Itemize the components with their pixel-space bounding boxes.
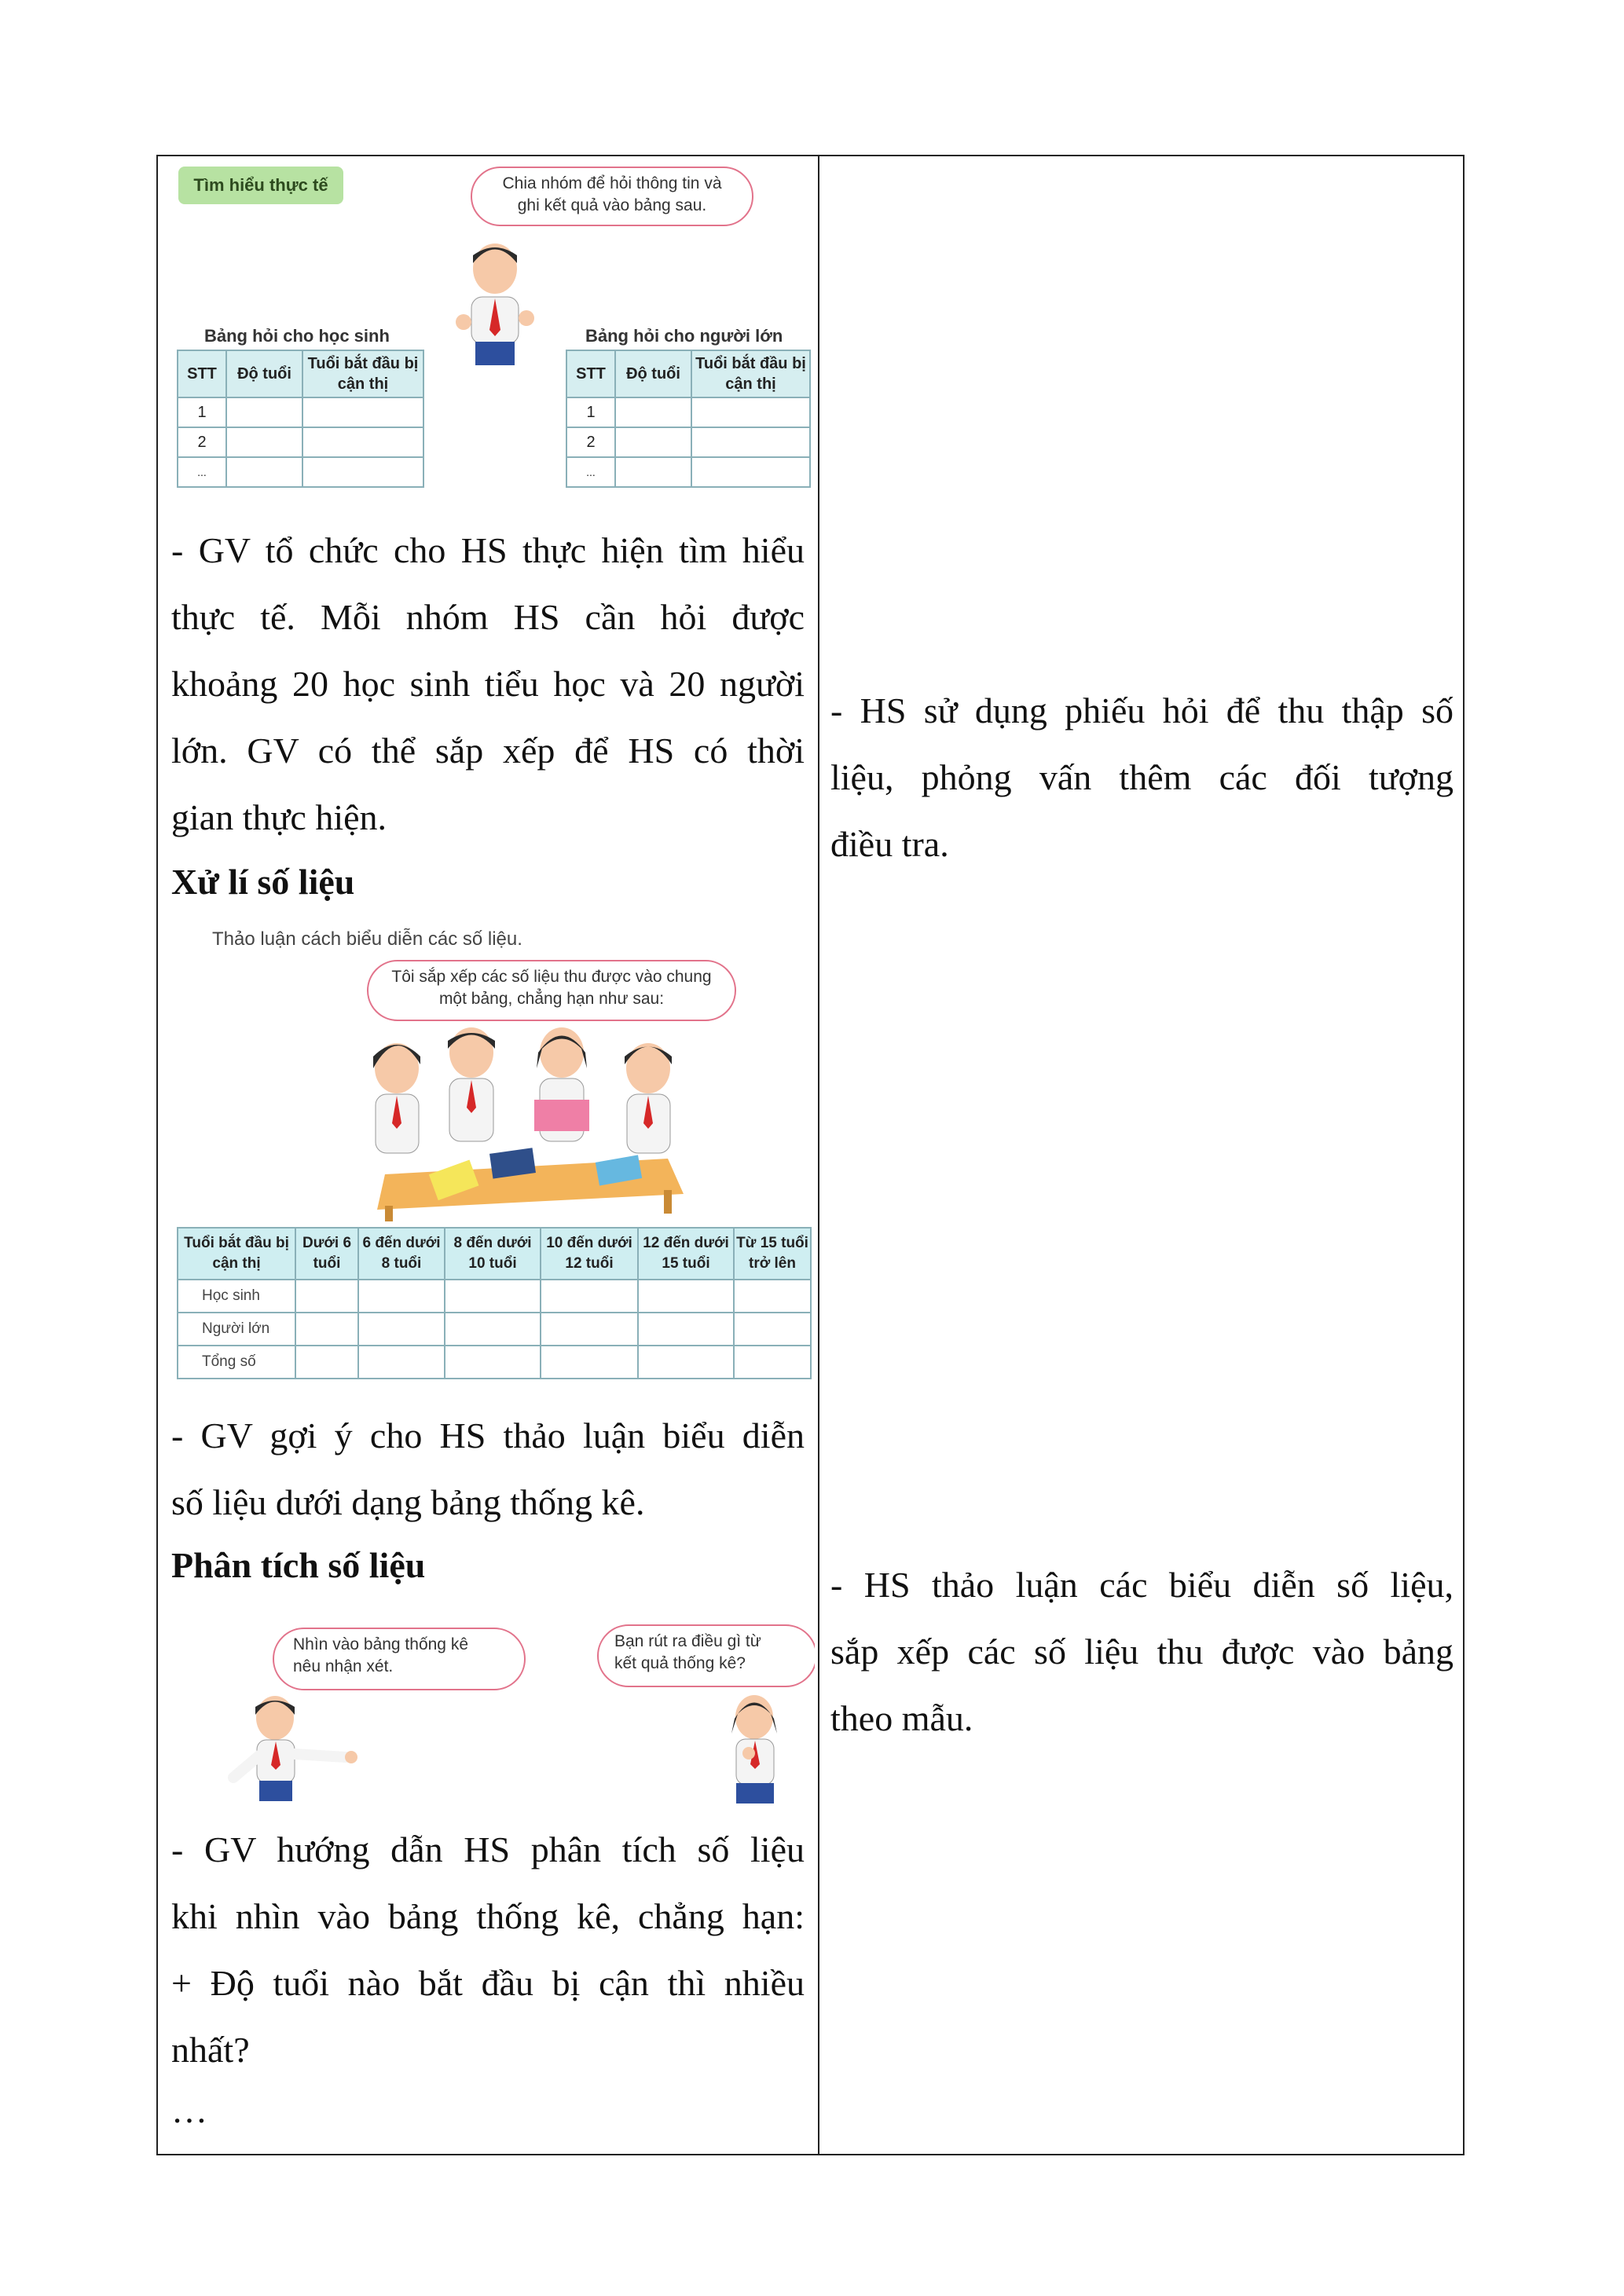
header-cell: Độ tuổi bbox=[615, 350, 691, 397]
text-line: nhất? bbox=[171, 2030, 250, 2070]
teacher-activity-paragraph-1 bbox=[171, 517, 805, 851]
header-cell: Độ tuổi bbox=[226, 350, 302, 397]
text-line: khoảng 20 học sinh tiểu học và 20 người bbox=[171, 664, 805, 704]
header-cell: Dưới 6 tuổi bbox=[295, 1228, 358, 1280]
text-line: thực tế. Mỗi nhóm HS cần hỏi được bbox=[171, 597, 805, 637]
speech-bubble bbox=[367, 960, 736, 1021]
boy-pointing-icon bbox=[216, 1693, 365, 1803]
text-line: - HS thảo luận các biểu diễn số liệu, bbox=[830, 1565, 1454, 1605]
section-tag: Tìm hiểu thực tế bbox=[178, 167, 343, 204]
text-line: lớn. GV có thể sắp xếp để HS có thời bbox=[171, 731, 805, 771]
header-cell: Tuổi bắt đầu bị cận thị bbox=[691, 350, 810, 397]
bubble-line: nêu nhận xét. bbox=[293, 1657, 394, 1675]
text-line: - HS sử dụng phiếu hỏi để thu thập số bbox=[830, 690, 1454, 731]
illustration-survey bbox=[169, 157, 815, 509]
bubble-line: Bạn rút ra điều gì từ bbox=[614, 1632, 761, 1650]
bubble-line: một bảng, chẳng hạn như sau: bbox=[438, 990, 665, 1008]
ellipsis: … bbox=[171, 2090, 207, 2130]
header-cell: 8 đến dưới 10 tuổi bbox=[445, 1228, 541, 1280]
text-line: - GV tổ chức cho HS thực hiện tìm hiểu bbox=[171, 530, 805, 570]
bubble-line: ghi kết quả vào bảng sau. bbox=[517, 196, 707, 214]
teacher-activity-paragraph-3 bbox=[171, 1816, 805, 2138]
header-cell: 6 đến dưới 8 tuổi bbox=[358, 1228, 445, 1280]
header-cell: 12 đến dưới 15 tuổi bbox=[638, 1228, 734, 1280]
heading-data-processing: Xử lí số liệu bbox=[171, 862, 355, 902]
row-number: 2 bbox=[178, 427, 226, 457]
text-line: theo mẫu. bbox=[830, 1698, 973, 1738]
heading-data-analysis: Phân tích số liệu bbox=[171, 1545, 426, 1585]
row-number: 1 bbox=[566, 397, 615, 427]
text-line: liệu, phỏng vấn thêm các đối tượng bbox=[830, 757, 1454, 797]
speech-bubble bbox=[471, 167, 753, 226]
speech-bubble-right bbox=[597, 1624, 815, 1687]
header-cell: STT bbox=[178, 350, 226, 397]
row-number: ... bbox=[178, 457, 226, 487]
header-cell: Từ 15 tuổi trở lên bbox=[734, 1228, 811, 1280]
header-cell: Tuổi bắt đầu bị cận thị bbox=[302, 350, 423, 397]
students-survey-table bbox=[177, 350, 424, 488]
text-line: + Độ tuổi nào bắt đầu bị cận thì nhiều bbox=[171, 1963, 805, 2003]
header-cell: 10 đến dưới 12 tuổi bbox=[541, 1228, 638, 1280]
row-number: ... bbox=[566, 457, 615, 487]
header-cell: Tuổi bắt đầu bị cận thị bbox=[178, 1228, 295, 1280]
column-divider bbox=[818, 155, 819, 2155]
text-line: - GV gợi ý cho HS thảo luận biểu diễn bbox=[171, 1415, 805, 1456]
image-caption: Thảo luận cách biểu diễn các số liệu. bbox=[212, 928, 522, 950]
row-header: Học sinh bbox=[178, 1280, 295, 1313]
bubble-line: kết quả thống kê? bbox=[614, 1654, 746, 1672]
teacher-activity-paragraph-2 bbox=[171, 1402, 805, 1536]
illustration-analysis bbox=[169, 1602, 815, 1807]
adults-table-title: Bảng hỏi cho người lớn bbox=[585, 326, 783, 346]
text-line: khi nhìn vào bảng thống kê, chẳng hạn: bbox=[171, 1896, 805, 1936]
row-number: 2 bbox=[566, 427, 615, 457]
illustration-group-discussion bbox=[169, 919, 815, 1394]
speech-bubble-left bbox=[273, 1628, 526, 1690]
text-line: gian thực hiện. bbox=[171, 797, 387, 837]
children-at-table-icon bbox=[354, 1025, 699, 1221]
row-number: 1 bbox=[178, 397, 226, 427]
girl-thinking-icon bbox=[711, 1690, 797, 1804]
row-header: Người lớn bbox=[178, 1313, 295, 1346]
bubble-line: Chia nhóm để hỏi thông tin và bbox=[502, 174, 722, 192]
text-line: sắp xếp các số liệu thu được vào bảng bbox=[830, 1631, 1454, 1672]
adults-survey-table bbox=[566, 350, 811, 488]
statistics-template-table bbox=[177, 1227, 812, 1379]
text-line: số liệu dưới dạng bảng thống kê. bbox=[171, 1482, 645, 1522]
boy-student-icon bbox=[452, 236, 538, 369]
students-table-title: Bảng hỏi cho học sinh bbox=[204, 326, 390, 346]
header-cell: STT bbox=[566, 350, 615, 397]
bubble-line: Tôi sắp xếp các số liệu thu được vào chung bbox=[391, 968, 712, 986]
text-line: - GV hướng dẫn HS phân tích số liệu bbox=[171, 1829, 805, 1869]
text-line: điều tra. bbox=[830, 824, 949, 864]
bubble-line: Nhìn vào bảng thống kê bbox=[293, 1635, 469, 1653]
student-activity-paragraph-1 bbox=[830, 677, 1454, 877]
row-header: Tổng số bbox=[178, 1346, 295, 1379]
student-activity-paragraph-2 bbox=[830, 1551, 1454, 1752]
